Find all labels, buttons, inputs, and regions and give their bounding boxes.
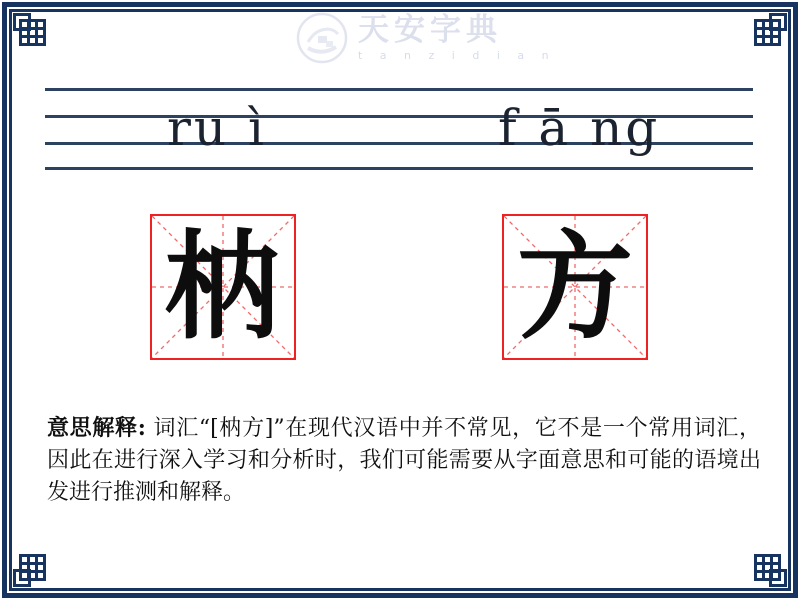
hanzi-box-1 [150,214,296,360]
fret-corner-ornament-icon [6,6,50,50]
fret-corner-ornament-icon [750,6,794,50]
meaning-section [47,412,761,509]
pinyin-guide-line [45,88,753,91]
pinyin-word-2: f ā ng [498,99,661,157]
fret-corner-ornament-icon [750,550,794,594]
logo-title: 天安字典 [358,12,502,48]
meaning-text: 词汇“[枘方]”在现代汉语中并不常见，它不是一个常用词汇，因此在进行深入学习和分析时，我们可能需要从字面意思和可能的语境出发进行推测和解释。 [47,416,761,505]
logo-subtitle: t a n z i d i a n [358,49,556,62]
site-logo [296,12,556,64]
hanzi-char-2: 方 [517,219,633,355]
inner-frame-line-left [9,50,12,550]
inner-frame-line-right [788,50,791,550]
meaning-label: 意思解释: [47,415,146,441]
logo-seal-icon [296,12,348,64]
pinyin-guide-line [45,167,753,170]
hanzi-box-2 [502,214,648,360]
hanzi-char-1: 枘 [165,219,281,355]
fret-corner-ornament-icon [6,550,50,594]
inner-frame-line-bottom [50,588,750,591]
pinyin-word-1: ru ì [167,99,267,157]
